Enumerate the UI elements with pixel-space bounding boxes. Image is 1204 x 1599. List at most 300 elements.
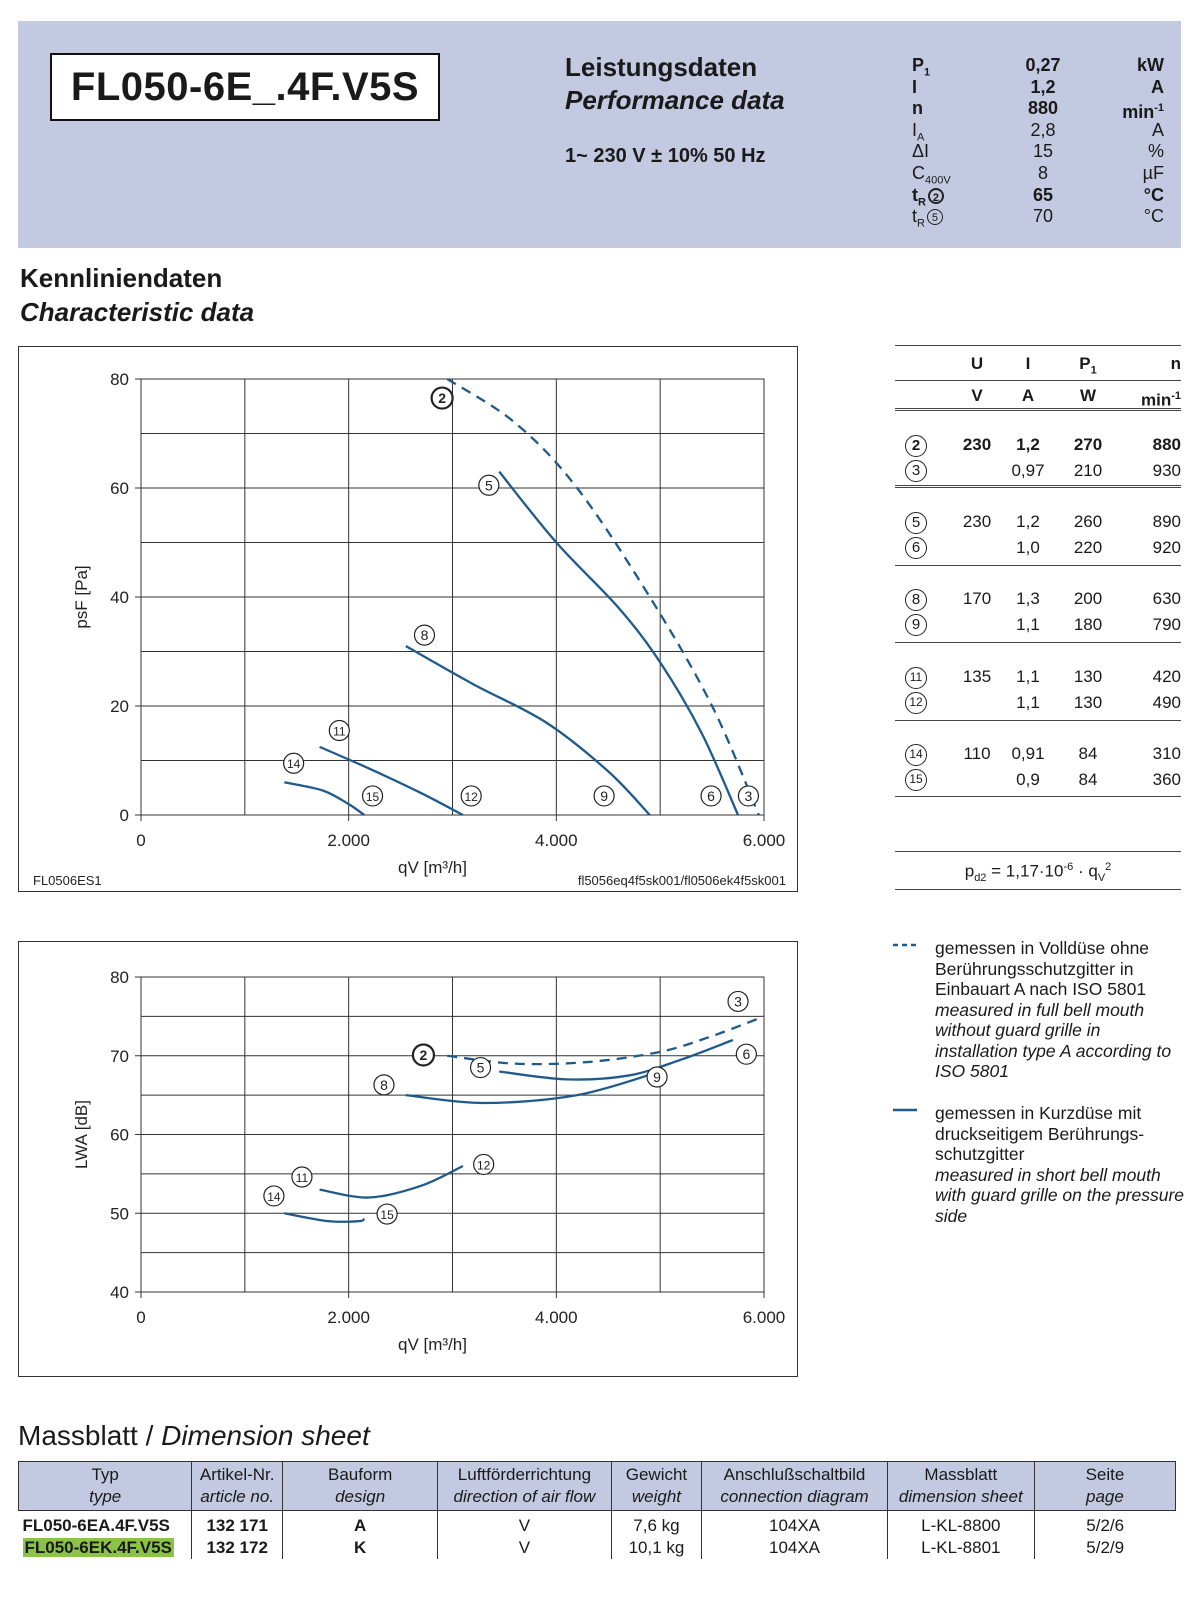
char-table-speed: 920 (1152, 537, 1181, 557)
dimension-value: V (518, 1516, 531, 1535)
char-table-row (895, 767, 1181, 793)
curve-label-text: 3 (734, 993, 742, 1010)
performance-symbol-sub: 400V (925, 174, 951, 187)
dimension-value: 10,1 kg (628, 1538, 685, 1557)
x-tick-label: 2.000 (327, 831, 370, 850)
char-table-current: 1,2 (1016, 512, 1040, 531)
dimension-value: 132 171 (206, 1516, 268, 1535)
dimension-header-cell (438, 1462, 611, 1511)
performance-symbol (912, 205, 943, 235)
char-table-curve-id (905, 586, 927, 612)
legend-dashed-en: measured in full bell mouth without guard grille in installation type A according to ISO 5801 (935, 999, 1172, 1081)
performance-symbol-text: ΔI (912, 141, 930, 162)
supply-voltage: 1~ 230 V ± 10% 50 Hz (565, 145, 766, 167)
formula-rest: · q (1073, 861, 1098, 881)
dimension-cell (438, 1511, 611, 1538)
dimension-header-en: design (335, 1487, 386, 1506)
dimension-header-de: Bauform (328, 1465, 393, 1484)
legend-solid-en: measured in short bell mouth with guard grille on the pressure side (935, 1164, 1185, 1226)
dimension-header-en: direction of air flow (453, 1487, 596, 1506)
char-table-row (895, 586, 1181, 612)
curve-number-marker: 2 (928, 188, 944, 204)
curve-number-marker: 14 (905, 744, 927, 766)
curve-label-9 (647, 1067, 667, 1087)
char-table-speed: 930 (1152, 460, 1181, 480)
char-table-voltage: 230 (962, 512, 992, 531)
y-tick-label: 40 (110, 1283, 129, 1302)
char-table-header-cell (1003, 351, 1053, 377)
dimension-cell (887, 1511, 1034, 1538)
dimension-header-cell (611, 1462, 702, 1511)
dimension-type: FL050-6EA.4F.V5S (22, 1516, 170, 1535)
char-table-unit-text: min (1140, 390, 1172, 410)
dimension-cell (611, 1511, 702, 1538)
dimension-header-de: Luftförderrichtung (457, 1465, 592, 1484)
performance-value: 65 (1032, 184, 1054, 205)
curve-label-5 (479, 475, 499, 495)
char-table-curve-id (905, 664, 927, 690)
performance-value: 2,8 (1030, 119, 1056, 140)
dimension-header-en: type (89, 1487, 122, 1506)
dimension-header-de: Artikel-Nr. (199, 1465, 275, 1484)
char-table-power: 270 (1073, 435, 1103, 454)
dimension-table (18, 1461, 1176, 1559)
sound-chart-svg (19, 942, 797, 1376)
performance-unit (1148, 140, 1164, 162)
dimension-title-de: Massblatt (18, 1420, 138, 1451)
curve-label-text: 6 (707, 787, 715, 804)
char-table-head-rule (895, 408, 1181, 411)
curve-label-text: 2 (438, 390, 447, 407)
char-table-header (895, 351, 1181, 377)
curve-label-2 (413, 1044, 434, 1065)
y-tick-label: 40 (110, 588, 129, 607)
performance-row (912, 162, 1164, 187)
y-tick-label: 0 (119, 806, 129, 825)
performance-unit-text: % (1147, 141, 1164, 162)
curve-label-text: 15 (380, 1208, 394, 1223)
dimension-cell (19, 1511, 192, 1538)
char-table-current: 0,91 (1011, 744, 1045, 763)
char-table-top-rule (895, 345, 1181, 346)
char-table-header-text: P (1079, 354, 1091, 373)
x-tick-label: 4.000 (535, 831, 578, 850)
char-table-speed: 880 (1152, 435, 1181, 454)
dimension-header-en: weight (631, 1487, 682, 1506)
characteristic-title-en: Characteristic data (20, 297, 255, 327)
char-table-current: 1,1 (1016, 692, 1040, 712)
curve-label-11 (329, 721, 349, 741)
dimension-cell (1034, 1511, 1175, 1538)
dimension-header-cell (19, 1462, 192, 1511)
char-table-unit-cell (947, 383, 1007, 409)
curve-number-marker: 5 (905, 512, 927, 534)
char-table-header-cell (1061, 351, 1115, 383)
char-table-speed: 310 (1152, 744, 1181, 763)
char-table-row (895, 612, 1181, 638)
curve-label-text: 8 (420, 627, 429, 644)
curve-label-14 (284, 753, 304, 773)
dimension-cell (438, 1537, 611, 1559)
y-tick-label: 60 (110, 479, 129, 498)
dimension-cell (283, 1511, 438, 1538)
char-table-header-text: n (1170, 354, 1181, 373)
dimension-header-en: dimension sheet (898, 1487, 1023, 1506)
formula-lhs: p (964, 861, 975, 881)
curve-label-text: 14 (267, 1189, 281, 1204)
dimension-row (19, 1537, 1176, 1559)
curve-label-text: 11 (333, 724, 346, 739)
char-table-row (895, 690, 1181, 716)
char-table-power: 260 (1073, 512, 1103, 531)
legend-dashed-de: gemessen in Volldüse ohne Berührungsschutzgitter in Einbauart A nach ISO 5801 (935, 938, 1150, 999)
dimension-type: FL050-6EK.4F.V5S (24, 1538, 172, 1557)
char-table-group-rule (895, 642, 1181, 643)
curve-label-11 (292, 1167, 312, 1187)
performance-unit (1151, 76, 1164, 98)
y-axis-label: psF [Pa] (72, 565, 91, 629)
curve-number-marker: 8 (905, 589, 927, 611)
performance-unit-text: A (1151, 119, 1164, 140)
dimension-cell (192, 1537, 283, 1559)
performance-unit (1144, 184, 1164, 206)
curve-5-6 (499, 1040, 733, 1080)
performance-symbol-text: P (912, 55, 925, 75)
curve-number-marker: 5 (927, 209, 943, 225)
char-table-speed: 630 (1152, 589, 1181, 608)
performance-symbol (912, 97, 923, 119)
dimension-value: 5/2/9 (1086, 1538, 1125, 1557)
performance-title-de: Leistungsdaten (565, 52, 758, 82)
curve-label-3 (728, 991, 748, 1011)
char-table-voltage: 170 (962, 589, 992, 608)
dimension-header-de: Gewicht (625, 1465, 688, 1484)
performance-unit-text: kW (1137, 55, 1164, 75)
curve-5-6 (499, 472, 738, 815)
dimension-cell (611, 1537, 702, 1559)
performance-row (912, 205, 1164, 230)
dimension-header-row (19, 1462, 1176, 1511)
char-table-current: 1,0 (1016, 537, 1040, 557)
pressure-chart (18, 346, 798, 892)
char-table-curve-id (905, 612, 927, 638)
char-table-row (895, 741, 1181, 767)
char-table-current: 1,2 (1016, 435, 1040, 454)
curve-label-text: 14 (286, 757, 301, 772)
dimension-header-en: page (1086, 1487, 1124, 1506)
dimension-title-sep: / (137, 1420, 162, 1451)
char-table-current: 1,1 (1016, 614, 1040, 634)
char-table-group-rule (895, 720, 1181, 721)
performance-unit-sup: -1 (1154, 102, 1164, 115)
dimension-value: 132 172 (206, 1538, 268, 1557)
performance-value: 880 (1027, 98, 1059, 119)
char-table-group-rule (895, 565, 1181, 566)
pressure-formula (895, 861, 1181, 884)
char-table-unit-text: A (1021, 386, 1035, 405)
dimension-cell (192, 1511, 283, 1538)
legend-solid-line (893, 1105, 923, 1115)
performance-row (912, 54, 1164, 79)
char-table-curve-id (905, 741, 927, 767)
dimension-value: K (354, 1538, 367, 1557)
performance-unit-text: °C (1143, 184, 1164, 205)
formula-mid: = 1,17·10 (986, 861, 1064, 881)
char-table-unit-sup: -1 (1171, 390, 1181, 402)
curve-number-marker: 9 (905, 614, 927, 636)
char-table-voltage: 135 (962, 667, 992, 686)
dimension-header-de: Massblatt (924, 1465, 998, 1484)
dimension-value: V (518, 1538, 531, 1557)
formula-lhs-sub: d2 (974, 872, 987, 885)
curve-2-3 (447, 1016, 764, 1064)
dimension-cell (19, 1537, 192, 1559)
curve-number-marker: 11 (905, 667, 927, 689)
char-table-power: 210 (1073, 460, 1103, 480)
curve-label-14 (264, 1186, 284, 1206)
performance-value: 70 (1032, 206, 1054, 227)
curve-number-marker: 3 (905, 460, 927, 482)
performance-symbol (912, 140, 929, 162)
curve-label-text: 3 (744, 787, 753, 804)
dimension-title-en: Dimension sheet (161, 1420, 370, 1451)
dimension-value: L-KL-8800 (921, 1516, 1001, 1535)
char-table-group-rule (895, 485, 1181, 488)
dimension-value: A (354, 1516, 367, 1535)
curve-label-text: 5 (476, 1059, 485, 1076)
performance-unit (1143, 162, 1164, 184)
performance-unit (1144, 205, 1164, 227)
y-tick-label: 60 (110, 1125, 129, 1145)
curve-11-12 (320, 1166, 463, 1198)
dimension-header-cell (283, 1462, 438, 1511)
char-table-current: 1,3 (1016, 589, 1040, 608)
curve-14-15 (284, 1213, 364, 1222)
performance-unit-text: °C (1143, 206, 1164, 227)
char-table-speed: 790 (1152, 614, 1181, 634)
sound-chart (18, 941, 798, 1377)
char-table-curve-id (905, 690, 927, 716)
char-table-current: 0,97 (1011, 460, 1045, 480)
model-title: FL050-6E_.4F.V5S (50, 53, 440, 121)
curve-label-text: 11 (295, 1171, 309, 1186)
curve-label-text: 5 (484, 477, 493, 494)
dimension-header-de: Seite (1085, 1465, 1125, 1484)
legend-dashed-line (893, 940, 923, 950)
char-table-unit-rule (895, 380, 1181, 381)
curve-label-15 (363, 786, 383, 806)
dimension-cell (702, 1511, 887, 1538)
performance-value: 0,27 (1025, 55, 1061, 75)
performance-symbol-text: t (912, 184, 918, 205)
y-tick-label: 80 (110, 370, 129, 389)
char-table-header-sub: 1 (1090, 364, 1097, 377)
curve-label-5 (471, 1058, 491, 1078)
performance-row (912, 76, 1164, 98)
chart-footer-right: fl5056eq4f5sk001/fl0506ek4f5sk001 (577, 873, 786, 888)
x-tick-label: 4.000 (535, 1308, 578, 1327)
dimension-value: 104XA (768, 1538, 821, 1557)
performance-symbol-sub: A (917, 131, 925, 144)
char-table-curve-id (905, 509, 927, 535)
curve-label-9 (594, 786, 614, 806)
dimension-cell (702, 1537, 887, 1559)
curve-label-text: 2 (419, 1046, 428, 1063)
char-table-speed: 890 (1152, 512, 1181, 531)
dimension-cell (283, 1537, 438, 1559)
char-table-power: 84 (1078, 744, 1098, 763)
dimension-header-cell (702, 1462, 887, 1511)
x-tick-label: 0 (136, 1308, 146, 1327)
char-table-current: 0,9 (1016, 769, 1040, 789)
char-table-row (895, 664, 1181, 690)
performance-title-en: Performance data (565, 85, 785, 115)
char-table-unit-text: V (971, 386, 983, 405)
formula-exp: -6 (1063, 861, 1074, 873)
curve-label-2 (432, 388, 453, 409)
curve-label-text: 15 (365, 789, 380, 804)
formula-rest-sub: V (1097, 872, 1106, 885)
x-tick-label: 0 (136, 831, 146, 850)
char-table-curve-id (905, 767, 927, 793)
char-table-row (895, 509, 1181, 535)
performance-symbol-text: t (912, 206, 918, 227)
curve-label-15 (377, 1204, 397, 1224)
dimension-value: 5/2/6 (1086, 1516, 1125, 1535)
curve-label-text: 6 (742, 1046, 751, 1063)
curve-11-12 (320, 747, 463, 815)
curve-label-12 (461, 786, 481, 806)
dimension-value: L-KL-8801 (921, 1538, 1001, 1557)
x-axis-label: qV [m³/h] (398, 858, 467, 877)
char-table-row (895, 535, 1181, 561)
dimension-cell (887, 1537, 1034, 1559)
dimension-body (19, 1511, 1176, 1560)
char-table-row (895, 432, 1181, 458)
pressure-chart-svg (19, 347, 797, 891)
x-tick-label: 6.000 (742, 831, 786, 850)
performance-value: 1,2 (1030, 76, 1056, 97)
curve-label-text: 9 (653, 1069, 661, 1086)
curve-number-marker: 6 (905, 537, 927, 559)
chart-footer-left: FL0506ES1 (33, 873, 102, 888)
performance-symbol-text: I (912, 119, 918, 140)
curve-number-marker: 12 (905, 692, 927, 714)
char-table-curve-id (905, 535, 927, 561)
performance-row (912, 184, 1164, 209)
curve-label-8 (414, 625, 434, 645)
char-table-formula-rule (895, 851, 1181, 852)
char-table-header-cell (947, 351, 1007, 377)
legend-solid-de: gemessen in Kurzdüse mit druckseitigem Berührungs- schutzgitter (935, 1103, 1145, 1164)
char-table-end-rule (895, 889, 1181, 890)
dimension-value: 7,6 kg (633, 1516, 680, 1535)
curve-label-text: 12 (476, 1158, 491, 1173)
curve-label-12 (474, 1154, 494, 1174)
curve-label-text: 8 (380, 1076, 388, 1093)
performance-symbol-text: I (912, 76, 918, 97)
legend-solid-text (935, 1103, 1185, 1226)
performance-value: 8 (1037, 163, 1048, 183)
dimension-header-en: article no. (200, 1487, 275, 1506)
performance-unit (1152, 119, 1164, 141)
char-table-speed: 360 (1152, 769, 1181, 789)
char-table-header-cell (1121, 351, 1181, 377)
char-table-speed: 490 (1152, 692, 1181, 712)
dimension-header-de: Typ (91, 1465, 119, 1484)
char-table-curve-id (905, 432, 927, 458)
dimension-value: 104XA (768, 1516, 821, 1535)
performance-symbol (912, 76, 917, 98)
char-table-power: 130 (1073, 667, 1103, 686)
formula-rest-sup: 2 (1105, 861, 1112, 873)
performance-symbol-text: C (912, 163, 925, 183)
curve-label-text: 12 (464, 789, 478, 804)
dimension-cell (1034, 1537, 1175, 1559)
dimension-title (18, 1420, 370, 1452)
char-table-unit-text: W (1079, 386, 1097, 405)
y-tick-label: 80 (110, 968, 129, 987)
char-table-power: 180 (1073, 614, 1103, 634)
char-table-power: 220 (1073, 537, 1103, 557)
x-tick-label: 6.000 (742, 1308, 786, 1327)
x-axis-label: qV [m³/h] (398, 1335, 467, 1354)
char-table-voltage: 110 (963, 744, 991, 763)
char-table-speed: 420 (1152, 667, 1181, 686)
char-table-unit-cell (1061, 383, 1115, 409)
dimension-header-de: Anschlußschaltbild (723, 1465, 866, 1484)
performance-symbol-sub: R (917, 217, 925, 230)
dimension-header-en: connection diagram (720, 1487, 869, 1506)
curve-14-15 (284, 782, 364, 815)
curve-8-9 (406, 646, 650, 815)
curve-label-6 (701, 786, 721, 806)
performance-symbol-sub: 1 (924, 66, 931, 79)
char-table-power: 84 (1078, 769, 1098, 789)
performance-value: 15 (1032, 141, 1054, 162)
char-table-unit-cell (1003, 383, 1053, 409)
char-table-curve-id (905, 458, 927, 484)
char-table-units (895, 383, 1181, 409)
characteristic-title-de: Kennliniendaten (20, 263, 223, 293)
char-table-current: 1,1 (1016, 667, 1040, 686)
char-table-voltage: 230 (962, 435, 992, 454)
performance-unit-text: µF (1142, 163, 1164, 183)
dimension-header-cell (1034, 1462, 1175, 1511)
dimension-header-cell (887, 1462, 1034, 1511)
char-table-power: 200 (1073, 589, 1103, 608)
performance-symbol-text: n (912, 98, 923, 119)
performance-row (912, 119, 1164, 144)
char-table-header-text: U (970, 354, 984, 373)
performance-row (912, 140, 1164, 162)
y-axis-label: LWA [dB] (72, 1100, 91, 1169)
x-tick-label: 2.000 (327, 1308, 370, 1327)
y-tick-label: 70 (110, 1046, 129, 1066)
performance-unit-text: A (1151, 76, 1164, 97)
legend-dashed-text (935, 938, 1185, 1082)
char-table-bottom-rule (895, 796, 1181, 797)
y-tick-label: 50 (110, 1204, 129, 1224)
performance-row (912, 97, 1164, 123)
char-table-header-text: I (1025, 354, 1031, 373)
curve-label-text: 9 (600, 787, 608, 804)
performance-unit-text: min (1122, 102, 1155, 123)
curve-number-marker: 15 (905, 769, 927, 791)
char-table-power: 130 (1073, 692, 1103, 712)
curve-label-8 (374, 1075, 394, 1095)
char-table-row (895, 458, 1181, 484)
